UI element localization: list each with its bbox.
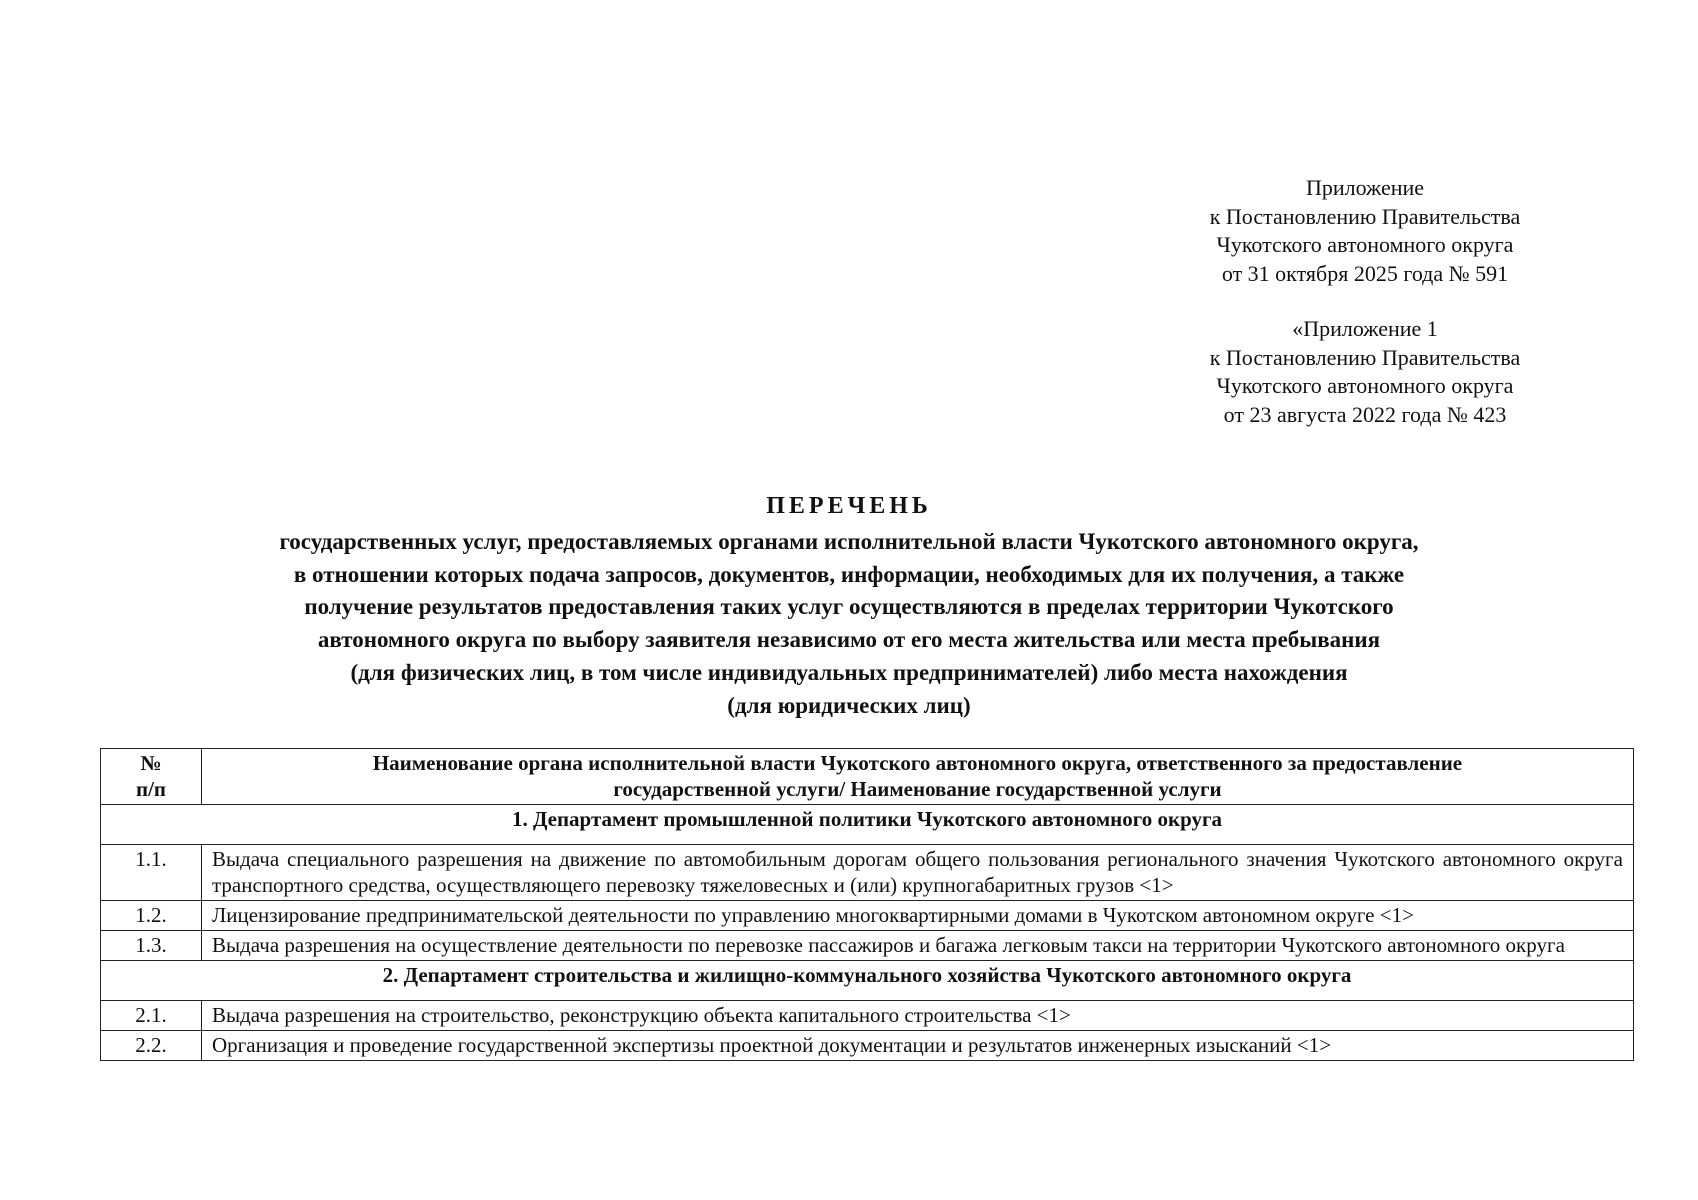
row-number: 2.1. (101, 1001, 202, 1031)
service-name: Выдача специального разрешения на движение по автомобильным дорогам общего пользования регионального значения Чукотского автономного округа транспортного средства, осуществляющего перевозку тяжеловесных и (или) крупногабаритных грузов <1> (202, 845, 1634, 901)
table-row (101, 1001, 1634, 1031)
appendix-original-line: к Постановлению Правительства (1209, 344, 1521, 370)
row-number: 2.2. (101, 1031, 202, 1061)
subtitle-line: (для физических лиц, в том числе индивидуальных предпринимателей) либо места нахождения (350, 659, 1348, 685)
subtitle-line: автономного округа по выбору заявителя независимо от его места жительства или места пребывания (317, 627, 1381, 653)
appendix-current-line: Чукотского автономного округа (1216, 232, 1514, 257)
table-row (101, 901, 1634, 931)
subtitle-line: государственных услуг, предоставляемых органами исполнительной власти Чукотского автономного округа, (279, 529, 1419, 554)
document-title: ПЕРЕЧЕНЬ (766, 493, 932, 519)
subtitle-line: получение результатов предоставления таких услуг осуществляются в пределах территории Чукотского (304, 594, 1394, 620)
appendix-reference (1175, 174, 1555, 429)
section-row (101, 961, 1634, 1001)
section-row (101, 805, 1634, 845)
document-subtitle (100, 526, 1598, 722)
appendix-original-line: от 23 августа 2022 года № 423 (1223, 401, 1507, 427)
section-title: 2. Департамент строительства и жилищно-коммунального хозяйства Чукотского автономного округа (101, 961, 1634, 1001)
document-heading (100, 491, 1598, 722)
subtitle-line: (для юридических лиц) (727, 692, 971, 718)
table-row (101, 1031, 1634, 1061)
header-name-line: Наименование органа исполнительной власти Чукотского автономного округа, ответственного за предоставление (372, 751, 1463, 775)
table-row (101, 931, 1634, 961)
service-name: Лицензирование предпринимательской деятельности по управлению многоквартирными домами в Чукотском автономном округе <1> (202, 901, 1634, 931)
appendix-original-line: «Приложение 1 (1292, 316, 1438, 341)
appendix-current-line: к Постановлению Правительства (1209, 203, 1521, 229)
table-row (101, 845, 1634, 901)
row-number: 1.2. (101, 901, 202, 931)
section-title: 1. Департамент промышленной политики Чукотского автономного округа (101, 805, 1634, 845)
service-name: Выдача разрешения на строительство, реконструкцию объекта капитального строительства <1> (202, 1001, 1634, 1031)
header-name (202, 749, 1634, 805)
row-number: 1.1. (101, 845, 202, 901)
header-number-line: № (140, 751, 162, 775)
appendix-original (1175, 315, 1555, 429)
subtitle-line: в отношении которых подача запросов, документов, информации, необходимых для их получения, а также (293, 561, 1405, 587)
service-name: Выдача разрешения на осуществление деятельности по перевозке пассажиров и багажа легковым такси на территории Чукотского автономного округа (202, 931, 1634, 961)
table-header-row (101, 749, 1634, 805)
services-table (100, 748, 1634, 1061)
appendix-current-line: от 31 октября 2025 года № 591 (1221, 260, 1509, 286)
service-name: Организация и проведение государственной экспертизы проектной документации и результатов инженерных изысканий <1> (202, 1031, 1634, 1061)
appendix-original-line: Чукотского автономного округа (1216, 373, 1514, 398)
appendix-current-line: Приложение (1305, 175, 1425, 200)
header-number-line: п/п (135, 777, 167, 801)
header-name-line: государственной услуги/ Наименование государственной услуги (613, 777, 1222, 801)
row-number: 1.3. (101, 931, 202, 961)
header-number (101, 749, 202, 805)
appendix-current (1175, 174, 1555, 288)
